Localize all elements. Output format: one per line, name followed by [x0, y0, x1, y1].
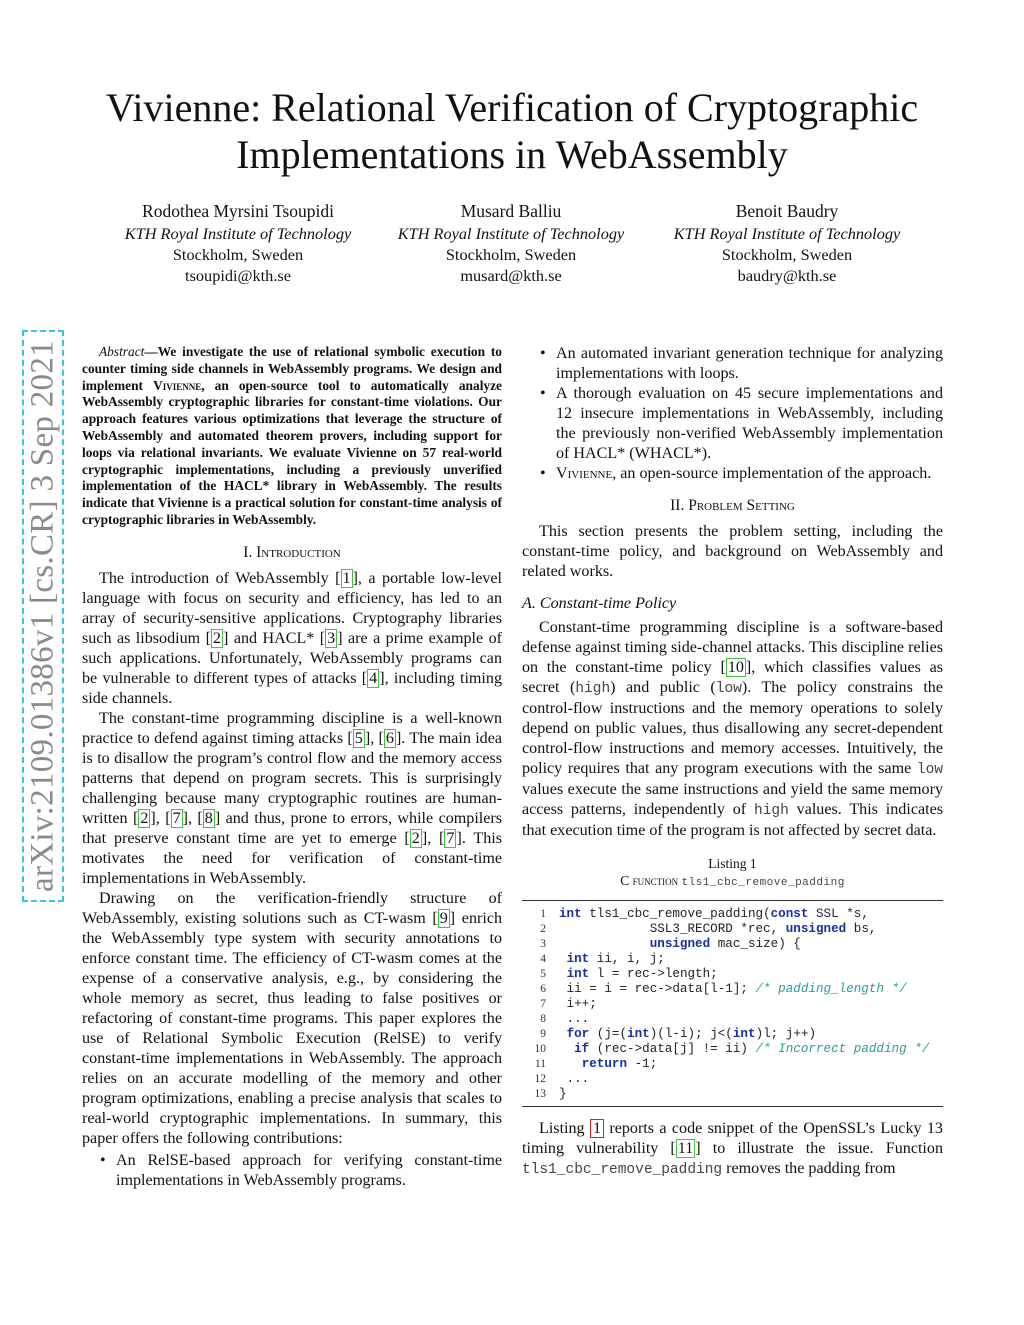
title-line-1: Vivienne: Relational Verification of Cryptographic — [105, 85, 919, 130]
author-3 — [642, 200, 932, 286]
contribution-list — [82, 1151, 502, 1191]
author-location: Stockholm, Sweden — [721, 245, 853, 264]
author-name: Benoit Baudry — [735, 201, 839, 221]
contribution-item: • An RelSE-based approach for verifying constant-time implementations in WebAssembly programs. — [116, 1151, 502, 1191]
listing-caption-function: tls1_cbc_remove_padding — [681, 877, 845, 889]
title-line-2: Implementations in WebAssembly — [236, 132, 788, 177]
intro-paragraph-2: The constant-time programming discipline is a well-known practice to defend against timing attacks [ 5 ], [ 6 ]. The main idea is to disallow the program’s control flow and the memory access patterns that depend on program secrets. This is surprisingly challenging because many cryptographic routines are human-written [ 2 ], [ 7 ], [ 8 ] and thus, prone to errors, while compilers that preserve constant time are yet to emerge [ 2 ], [ 7 ]. This motivates the need for verification of constant-time implementations in WebAssembly. — [82, 709, 503, 887]
code-line: 5 int l = rec->length; — [540, 967, 718, 981]
author-email[interactable]: tsoupidi@kth.se — [185, 266, 291, 285]
author-email[interactable]: baudry@kth.se — [737, 266, 837, 285]
code-line: 13 } — [534, 1087, 567, 1101]
subsection-heading-constant-time: A. Constant-time Policy — [522, 595, 677, 612]
author-name: Musard Balliu — [460, 201, 562, 221]
citation-link[interactable]: 2 — [212, 629, 222, 647]
code-term-low: low — [715, 681, 742, 697]
citation-link[interactable]: 8 — [204, 809, 213, 827]
intro-paragraph-3: Drawing on the verification-friendly structure of WebAssembly, existing solutions such as CT-wasm [ 9 ] enrich the WebAssembly type system with security annotations to enforce constant time. The efficiency of CT-wasm comes at the expense of a conservative analysis, e.g., by considering the whole memory as secret, thus leading to false positives or refactoring of constant-time programs. This paper explores the use of Relational Symbolic Execution (RelSE) to verify constant-time implementations in WebAssembly. The approach relies on an accurate modelling of the memory and other program optimizations, enabling a precise analysis that scales to real-world cryptographic implementations. In summary, this paper offers the following contributions: — [82, 889, 503, 1147]
code-line: 12 ... — [534, 1072, 590, 1086]
code-line: 10 if (rec->data[j] != ii) /* Incorrect padding */ — [534, 1042, 930, 1056]
abstract-label: Abstract — [99, 344, 145, 359]
section-heading-introduction: I. Introduction — [243, 543, 341, 561]
code-line: 6 ii = i = rec->data[l-1]; /* padding_length */ — [540, 982, 907, 996]
citation-link[interactable]: 9 — [439, 909, 448, 927]
citation-link[interactable]: 7 — [172, 809, 181, 827]
author-2 — [366, 200, 656, 286]
author-name: Rodothea Myrsini Tsoupidi — [142, 201, 334, 221]
author-location: Stockholm, Sweden — [445, 245, 577, 264]
citation-link[interactable]: 3 — [327, 629, 336, 647]
listing-caption-prefix: C function — [620, 873, 679, 888]
citation-link[interactable]: 10 — [727, 659, 744, 676]
contribution-list-continued — [522, 344, 943, 484]
citation-link[interactable]: 6 — [385, 729, 394, 747]
code-term-function: tls1_cbc_remove_padding — [522, 1162, 723, 1178]
code-term-high: high — [754, 803, 789, 819]
constant-time-paragraph: Constant-time programming discipline is a software-based defense against timing side-channel attacks. This discipline relies on the constant-time policy [ 10 ], which classifies values as secret (high) and public (low). The policy constrains the control-flow instructions and the memory operations to solely depend on public values, thus disallowing any secret-dependent control-flow instructions and memory accesses. Intuitively, the policy requires that any program executions with the same low values execute the same instructions and yield the same memory access patterns, independently of high values. This indicates that execution time of the program is not affected by secret data. — [522, 619, 943, 839]
paper-title — [60, 84, 964, 178]
code-line: 1 int tls1_cbc_remove_padding( const SSL *s, — [540, 907, 869, 921]
code-line: 8 ... — [540, 1012, 590, 1026]
author-1 — [93, 200, 383, 286]
tool-name: Vivienne — [556, 465, 613, 482]
citation-link[interactable]: 11 — [677, 1140, 694, 1157]
listing-label: Listing 1 — [708, 856, 757, 871]
author-location: Stockholm, Sweden — [172, 245, 304, 264]
author-affiliation: KTH Royal Institute of Technology — [397, 224, 625, 243]
citation-link[interactable]: 1 — [342, 569, 351, 587]
abstract-text: —We investigate the use of relational symbolic execution to counter timing side channels in WebAssembly programs. We design and implement — [82, 344, 502, 393]
right-column — [522, 344, 943, 1180]
author-email[interactable]: musard@kth.se — [460, 266, 562, 285]
author-affiliation: KTH Royal Institute of Technology — [124, 224, 352, 243]
code-line: 4 int ii, i, j; — [540, 952, 665, 966]
contribution-item: • An automated invariant generation technique for analyzing implementations with loops. — [556, 344, 943, 384]
citation-link[interactable]: 2 — [411, 829, 420, 847]
contribution-item: • Vivienne, an open-source implementation of the approach. — [556, 464, 943, 484]
section-heading-problem-setting: II. Problem Setting — [670, 497, 795, 514]
intro-paragraph-1: The introduction of WebAssembly [ 1 ], a portable low-level language with focus on security and efficiency, has led to an array of security-sensitive applications. Cryptography libraries such as libsodium [ 2 ] and HACL* [ 3 ] are a prime example of such applications. Unfortunately, WebAssembly programs can be vulnerable to different types of attacks [ 4 ], including timing side channels. — [82, 569, 503, 707]
left-column — [82, 344, 502, 1191]
listing-reference-link[interactable]: 1 — [590, 1119, 604, 1138]
code-listing — [522, 900, 943, 1107]
listing-caption — [522, 855, 943, 892]
code-line: 2 SSL3_RECORD *rec, unsigned bs, — [540, 922, 877, 936]
citation-link[interactable]: 2 — [140, 809, 149, 827]
arxiv-identifier[interactable]: arXiv:2109.01386v1 [cs.CR] 3 Sep 2021 — [24, 340, 61, 892]
citation-link[interactable]: 4 — [369, 669, 378, 687]
contribution-item: • A thorough evaluation on 45 secure implementations and 12 insecure implementations in WebAssembly, including the previously non-verified WebAssembly implementation of HACL* (WHACL*). — [556, 384, 943, 464]
tool-name: Vivienne — [153, 377, 202, 393]
listing-discussion-paragraph: Listing 1 reports a code snippet of the OpenSSL’s Lucky 13 timing vulnerability [ 11 ] to illustrate the issue. Function tls1_cbc_remove_padding removes the padding from — [522, 1120, 944, 1178]
citation-link[interactable]: 5 — [354, 729, 363, 747]
code-term-low: low — [916, 762, 943, 778]
citation-link[interactable]: 7 — [446, 829, 455, 847]
code-line: 11 return -1; — [534, 1057, 658, 1071]
code-term-high: high — [575, 681, 611, 697]
abstract-text: , an open-source tool to automatically analyze WebAssembly cryptographic libraries for constant-time violations. Our approach features various optimizations that leverage the structure of WebAssembly and automated theorem provers, including support for loops via relational invariants. We evaluate Vivienne on 57 real-world cryptographic implementations, including a previously unverified implementation of the HACL* library in WebAssembly. The results indicate that Vivienne is a practical solution for constant-time analysis of cryptographic libraries in WebAssembly. — [82, 377, 502, 527]
code-line: 7 i++; — [540, 997, 597, 1011]
abstract — [82, 344, 502, 529]
author-affiliation: KTH Royal Institute of Technology — [673, 224, 901, 243]
code-line: 9 for (j=( int )(l-i); j<( int )l; j++) — [540, 1027, 817, 1041]
code-line: 3 unsigned mac_size) { — [540, 937, 801, 951]
problem-setting-intro: This section presents the problem setting, including the constant-time policy, and background on WebAssembly and related works. — [522, 523, 943, 580]
